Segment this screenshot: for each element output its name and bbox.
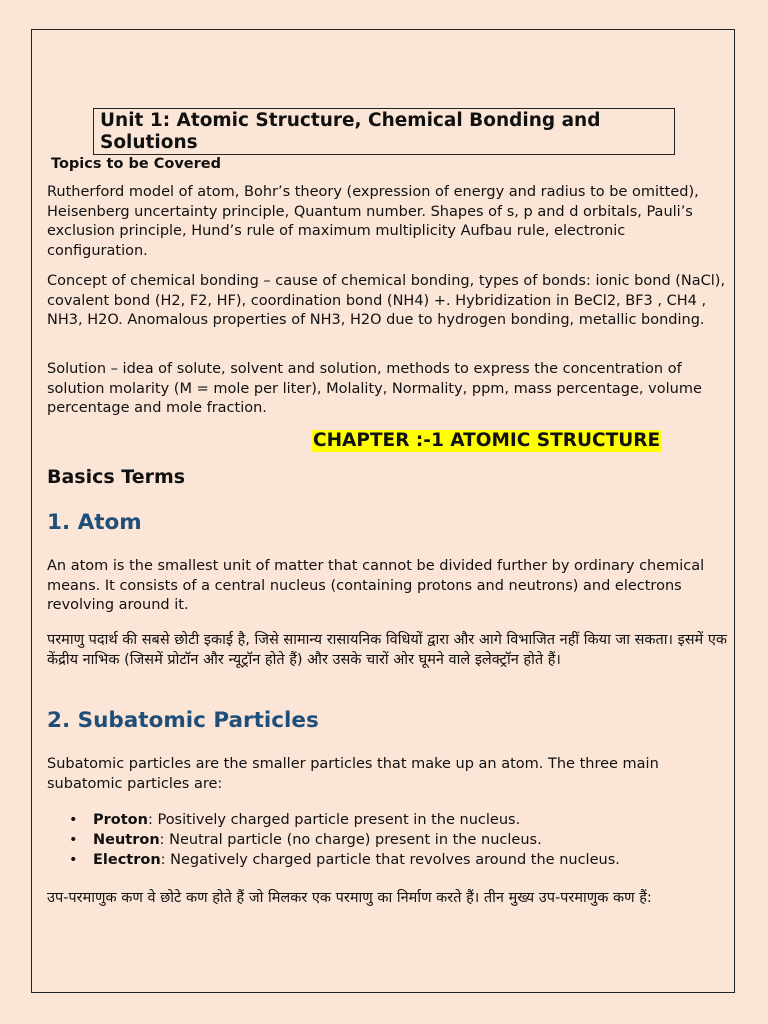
basics-heading: Basics Terms [47, 466, 186, 488]
bullet-icon: • [69, 812, 78, 828]
subatomic-definition-hindi: उप-परमाणुक कण वे छोटे कण होते हैं जो मिलकर एक परमाणु का निर्माण करते हैं। तीन मुख्य उप-परमाणुक कण हैं: [47, 890, 652, 906]
chapter-title: CHAPTER :-1 ATOMIC STRUCTURE [313, 430, 661, 451]
section-heading-subatomic: 2. Subatomic Particles [47, 708, 319, 733]
bullet-icon: • [69, 852, 78, 868]
atom-definition-hindi: परमाणु पदार्थ की सबसे छोटी इकाई है, जिसे सामान्य रासायनिक विधियों द्वारा और आगे विभाजित नहीं किया जा सकता। इसमें एक केंद्रीय नाभिक (जिसमें प्रोटॉन और न्यूट्रॉन होते हैं) और उसके चारों ओर घूमने वाले इलेक्ट्रॉन होते हैं। [47, 632, 727, 668]
list-item-electron [47, 850, 727, 870]
unit-title: Unit 1: Atomic Structure, Chemical Bonding and Solutions [100, 110, 601, 153]
atom-definition: An atom is the smallest unit of matter that cannot be divided further by ordinary chemical means. It consists of a central nucleus (containing protons and neutrons) and electrons revolving around it. [47, 558, 705, 614]
particle-description: : Neutral particle (no charge) present in the nucleus. [159, 832, 542, 848]
particle-term: Neutron [93, 832, 160, 848]
bullet-icon: • [69, 832, 78, 848]
unit-title-box [93, 108, 675, 155]
topics-heading: Topics to be Covered [51, 156, 222, 172]
list-item-proton [47, 810, 727, 830]
subatomic-definition: Subatomic particles are the smaller particles that make up an atom. The three main subatomic particles are: [47, 756, 659, 792]
list-item-neutron [47, 830, 727, 850]
particle-term: Electron [93, 852, 161, 868]
topics-paragraph-solution: Solution – idea of solute, solvent and solution, methods to express the concentration of solution molarity (M = mole per liter), Molality, Normality, ppm, mass percentage, volume percentage and mole fraction. [47, 361, 702, 417]
particle-description: : Negatively charged particle that revolves around the nucleus. [160, 852, 620, 868]
topics-paragraph-atom: Rutherford model of atom, Bohr’s theory (expression of energy and radius to be omitted), Heisenberg uncertainty principle, Quantum number. Shapes of s, p and d orbitals, Pauli’s exclusion principle, Hund’s rule of maximum multiplicity Aufbau rule, electronic configuration. [47, 184, 699, 259]
subatomic-particle-list [47, 810, 727, 870]
particle-description: : Positively charged particle present in the nucleus. [147, 812, 521, 828]
topics-paragraph-bonding: Concept of chemical bonding – cause of chemical bonding, types of bonds: ionic bond (NaCl), covalent bond (H2, F2, HF), coordination bond (NH4) +. Hybridization in BeCl2, BF3 , CH4 , NH3, H2O. Anomalous properties of NH3, H2O due to hydrogen bonding, metallic bonding. [47, 273, 726, 329]
particle-term: Proton [93, 812, 148, 828]
section-heading-atom: 1. Atom [47, 510, 142, 535]
